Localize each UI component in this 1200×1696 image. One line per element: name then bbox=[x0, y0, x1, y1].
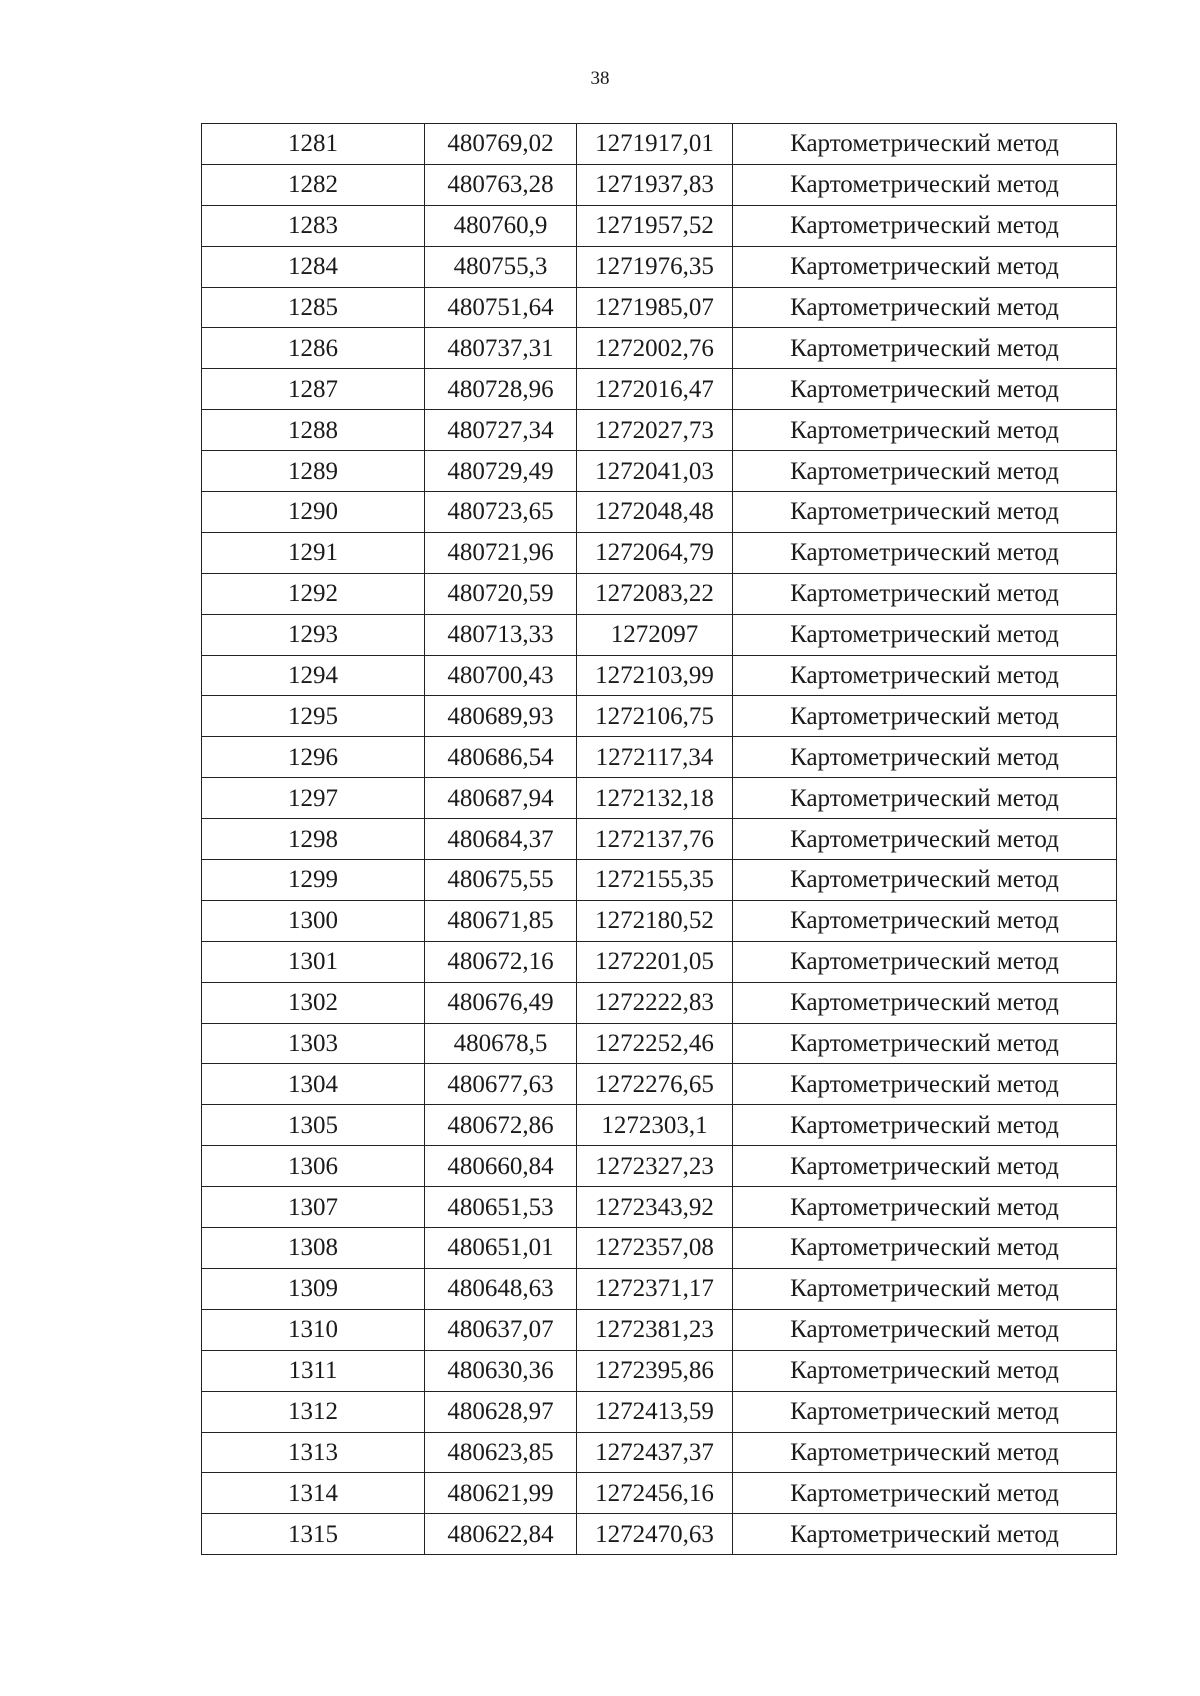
x-coordinate-cell: 480672,86 bbox=[425, 1105, 577, 1146]
method-cell: Картометрический метод bbox=[733, 1350, 1117, 1391]
table-row bbox=[202, 737, 1117, 778]
y-coordinate-cell: 1271957,52 bbox=[577, 205, 733, 246]
point-number-cell: 1310 bbox=[202, 1309, 425, 1350]
point-number-cell: 1306 bbox=[202, 1146, 425, 1187]
point-number-cell: 1296 bbox=[202, 737, 425, 778]
method-cell: Картометрический метод bbox=[733, 614, 1117, 655]
method-cell: Картометрический метод bbox=[733, 1064, 1117, 1105]
x-coordinate-cell: 480763,28 bbox=[425, 164, 577, 205]
x-coordinate-cell: 480751,64 bbox=[425, 287, 577, 328]
table-row bbox=[202, 778, 1117, 819]
method-cell: Картометрический метод bbox=[733, 1391, 1117, 1432]
y-coordinate-cell: 1272437,37 bbox=[577, 1432, 733, 1473]
method-cell: Картометрический метод bbox=[733, 287, 1117, 328]
point-number-cell: 1311 bbox=[202, 1350, 425, 1391]
table-row bbox=[202, 328, 1117, 369]
table-row bbox=[202, 492, 1117, 533]
point-number-cell: 1305 bbox=[202, 1105, 425, 1146]
table-row bbox=[202, 1514, 1117, 1555]
x-coordinate-cell: 480648,63 bbox=[425, 1268, 577, 1309]
point-number-cell: 1302 bbox=[202, 982, 425, 1023]
table-row bbox=[202, 1268, 1117, 1309]
x-coordinate-cell: 480672,16 bbox=[425, 941, 577, 982]
point-number-cell: 1300 bbox=[202, 900, 425, 941]
method-cell: Картометрический метод bbox=[733, 532, 1117, 573]
table-row bbox=[202, 1228, 1117, 1269]
x-coordinate-cell: 480684,37 bbox=[425, 819, 577, 860]
method-cell: Картометрический метод bbox=[733, 369, 1117, 410]
point-number-cell: 1287 bbox=[202, 369, 425, 410]
table-row bbox=[202, 205, 1117, 246]
x-coordinate-cell: 480651,53 bbox=[425, 1187, 577, 1228]
y-coordinate-cell: 1271976,35 bbox=[577, 246, 733, 287]
method-cell: Картометрический метод bbox=[733, 819, 1117, 860]
method-cell: Картометрический метод bbox=[733, 860, 1117, 901]
point-number-cell: 1312 bbox=[202, 1391, 425, 1432]
point-number-cell: 1289 bbox=[202, 451, 425, 492]
point-number-cell: 1291 bbox=[202, 532, 425, 573]
method-cell: Картометрический метод bbox=[733, 655, 1117, 696]
y-coordinate-cell: 1272276,65 bbox=[577, 1064, 733, 1105]
table-row bbox=[202, 1432, 1117, 1473]
x-coordinate-cell: 480755,3 bbox=[425, 246, 577, 287]
coordinates-table-body bbox=[202, 124, 1117, 1555]
table-row bbox=[202, 1023, 1117, 1064]
table-row bbox=[202, 410, 1117, 451]
table-row bbox=[202, 696, 1117, 737]
coordinates-table bbox=[201, 123, 1117, 1555]
x-coordinate-cell: 480637,07 bbox=[425, 1309, 577, 1350]
point-number-cell: 1315 bbox=[202, 1514, 425, 1555]
table-row bbox=[202, 860, 1117, 901]
y-coordinate-cell: 1271985,07 bbox=[577, 287, 733, 328]
x-coordinate-cell: 480727,34 bbox=[425, 410, 577, 451]
table-row bbox=[202, 1064, 1117, 1105]
point-number-cell: 1294 bbox=[202, 655, 425, 696]
method-cell: Картометрический метод bbox=[733, 1146, 1117, 1187]
method-cell: Картометрический метод bbox=[733, 778, 1117, 819]
table-row bbox=[202, 1105, 1117, 1146]
y-coordinate-cell: 1272064,79 bbox=[577, 532, 733, 573]
method-cell: Картометрический метод bbox=[733, 982, 1117, 1023]
point-number-cell: 1307 bbox=[202, 1187, 425, 1228]
y-coordinate-cell: 1272097 bbox=[577, 614, 733, 655]
method-cell: Картометрический метод bbox=[733, 492, 1117, 533]
point-number-cell: 1290 bbox=[202, 492, 425, 533]
method-cell: Картометрический метод bbox=[733, 573, 1117, 614]
x-coordinate-cell: 480623,85 bbox=[425, 1432, 577, 1473]
y-coordinate-cell: 1272041,03 bbox=[577, 451, 733, 492]
table-row bbox=[202, 900, 1117, 941]
y-coordinate-cell: 1272027,73 bbox=[577, 410, 733, 451]
method-cell: Картометрический метод bbox=[733, 900, 1117, 941]
method-cell: Картометрический метод bbox=[733, 205, 1117, 246]
table-row bbox=[202, 164, 1117, 205]
x-coordinate-cell: 480769,02 bbox=[425, 124, 577, 165]
y-coordinate-cell: 1272456,16 bbox=[577, 1473, 733, 1514]
y-coordinate-cell: 1272381,23 bbox=[577, 1309, 733, 1350]
y-coordinate-cell: 1272327,23 bbox=[577, 1146, 733, 1187]
point-number-cell: 1304 bbox=[202, 1064, 425, 1105]
y-coordinate-cell: 1272155,35 bbox=[577, 860, 733, 901]
table-row bbox=[202, 819, 1117, 860]
table-row bbox=[202, 451, 1117, 492]
point-number-cell: 1309 bbox=[202, 1268, 425, 1309]
table-row bbox=[202, 655, 1117, 696]
x-coordinate-cell: 480622,84 bbox=[425, 1514, 577, 1555]
point-number-cell: 1293 bbox=[202, 614, 425, 655]
table-row bbox=[202, 1146, 1117, 1187]
method-cell: Картометрический метод bbox=[733, 164, 1117, 205]
method-cell: Картометрический метод bbox=[733, 941, 1117, 982]
method-cell: Картометрический метод bbox=[733, 410, 1117, 451]
x-coordinate-cell: 480720,59 bbox=[425, 573, 577, 614]
point-number-cell: 1301 bbox=[202, 941, 425, 982]
point-number-cell: 1314 bbox=[202, 1473, 425, 1514]
y-coordinate-cell: 1272132,18 bbox=[577, 778, 733, 819]
table-row bbox=[202, 369, 1117, 410]
x-coordinate-cell: 480675,55 bbox=[425, 860, 577, 901]
x-coordinate-cell: 480671,85 bbox=[425, 900, 577, 941]
table-row bbox=[202, 573, 1117, 614]
point-number-cell: 1285 bbox=[202, 287, 425, 328]
table-row bbox=[202, 1473, 1117, 1514]
x-coordinate-cell: 480651,01 bbox=[425, 1228, 577, 1269]
point-number-cell: 1282 bbox=[202, 164, 425, 205]
point-number-cell: 1299 bbox=[202, 860, 425, 901]
x-coordinate-cell: 480621,99 bbox=[425, 1473, 577, 1514]
y-coordinate-cell: 1271937,83 bbox=[577, 164, 733, 205]
x-coordinate-cell: 480660,84 bbox=[425, 1146, 577, 1187]
method-cell: Картометрический метод bbox=[733, 1228, 1117, 1269]
y-coordinate-cell: 1272395,86 bbox=[577, 1350, 733, 1391]
point-number-cell: 1288 bbox=[202, 410, 425, 451]
method-cell: Картометрический метод bbox=[733, 246, 1117, 287]
method-cell: Картометрический метод bbox=[733, 1268, 1117, 1309]
x-coordinate-cell: 480723,65 bbox=[425, 492, 577, 533]
y-coordinate-cell: 1272016,47 bbox=[577, 369, 733, 410]
table-row bbox=[202, 246, 1117, 287]
x-coordinate-cell: 480689,93 bbox=[425, 696, 577, 737]
y-coordinate-cell: 1272222,83 bbox=[577, 982, 733, 1023]
x-coordinate-cell: 480628,97 bbox=[425, 1391, 577, 1432]
point-number-cell: 1283 bbox=[202, 205, 425, 246]
method-cell: Картометрический метод bbox=[733, 1432, 1117, 1473]
x-coordinate-cell: 480721,96 bbox=[425, 532, 577, 573]
y-coordinate-cell: 1272413,59 bbox=[577, 1391, 733, 1432]
method-cell: Картометрический метод bbox=[733, 737, 1117, 778]
point-number-cell: 1303 bbox=[202, 1023, 425, 1064]
x-coordinate-cell: 480687,94 bbox=[425, 778, 577, 819]
method-cell: Картометрический метод bbox=[733, 1187, 1117, 1228]
method-cell: Картометрический метод bbox=[733, 1309, 1117, 1350]
table-row bbox=[202, 532, 1117, 573]
method-cell: Картометрический метод bbox=[733, 696, 1117, 737]
x-coordinate-cell: 480676,49 bbox=[425, 982, 577, 1023]
y-coordinate-cell: 1272106,75 bbox=[577, 696, 733, 737]
x-coordinate-cell: 480729,49 bbox=[425, 451, 577, 492]
y-coordinate-cell: 1272002,76 bbox=[577, 328, 733, 369]
table-row bbox=[202, 982, 1117, 1023]
x-coordinate-cell: 480713,33 bbox=[425, 614, 577, 655]
method-cell: Картометрический метод bbox=[733, 1023, 1117, 1064]
method-cell: Картометрический метод bbox=[733, 1473, 1117, 1514]
method-cell: Картометрический метод bbox=[733, 124, 1117, 165]
x-coordinate-cell: 480728,96 bbox=[425, 369, 577, 410]
y-coordinate-cell: 1272137,76 bbox=[577, 819, 733, 860]
table-row bbox=[202, 287, 1117, 328]
method-cell: Картометрический метод bbox=[733, 328, 1117, 369]
y-coordinate-cell: 1272201,05 bbox=[577, 941, 733, 982]
page-number: 38 bbox=[590, 68, 610, 89]
y-coordinate-cell: 1272357,08 bbox=[577, 1228, 733, 1269]
method-cell: Картометрический метод bbox=[733, 1105, 1117, 1146]
y-coordinate-cell: 1272117,34 bbox=[577, 737, 733, 778]
table-row bbox=[202, 1350, 1117, 1391]
x-coordinate-cell: 480677,63 bbox=[425, 1064, 577, 1105]
point-number-cell: 1297 bbox=[202, 778, 425, 819]
y-coordinate-cell: 1272303,1 bbox=[577, 1105, 733, 1146]
method-cell: Картометрический метод bbox=[733, 451, 1117, 492]
y-coordinate-cell: 1272048,48 bbox=[577, 492, 733, 533]
y-coordinate-cell: 1272371,17 bbox=[577, 1268, 733, 1309]
table-row bbox=[202, 1391, 1117, 1432]
table-row bbox=[202, 614, 1117, 655]
y-coordinate-cell: 1272470,63 bbox=[577, 1514, 733, 1555]
method-cell: Картометрический метод bbox=[733, 1514, 1117, 1555]
table-row bbox=[202, 1309, 1117, 1350]
y-coordinate-cell: 1272343,92 bbox=[577, 1187, 733, 1228]
y-coordinate-cell: 1271917,01 bbox=[577, 124, 733, 165]
point-number-cell: 1286 bbox=[202, 328, 425, 369]
point-number-cell: 1313 bbox=[202, 1432, 425, 1473]
table-row bbox=[202, 941, 1117, 982]
point-number-cell: 1292 bbox=[202, 573, 425, 614]
x-coordinate-cell: 480700,43 bbox=[425, 655, 577, 696]
y-coordinate-cell: 1272083,22 bbox=[577, 573, 733, 614]
point-number-cell: 1295 bbox=[202, 696, 425, 737]
y-coordinate-cell: 1272180,52 bbox=[577, 900, 733, 941]
point-number-cell: 1284 bbox=[202, 246, 425, 287]
y-coordinate-cell: 1272103,99 bbox=[577, 655, 733, 696]
x-coordinate-cell: 480737,31 bbox=[425, 328, 577, 369]
table-row bbox=[202, 1187, 1117, 1228]
point-number-cell: 1298 bbox=[202, 819, 425, 860]
x-coordinate-cell: 480686,54 bbox=[425, 737, 577, 778]
point-number-cell: 1281 bbox=[202, 124, 425, 165]
x-coordinate-cell: 480630,36 bbox=[425, 1350, 577, 1391]
point-number-cell: 1308 bbox=[202, 1228, 425, 1269]
x-coordinate-cell: 480760,9 bbox=[425, 205, 577, 246]
y-coordinate-cell: 1272252,46 bbox=[577, 1023, 733, 1064]
table-row bbox=[202, 124, 1117, 165]
x-coordinate-cell: 480678,5 bbox=[425, 1023, 577, 1064]
